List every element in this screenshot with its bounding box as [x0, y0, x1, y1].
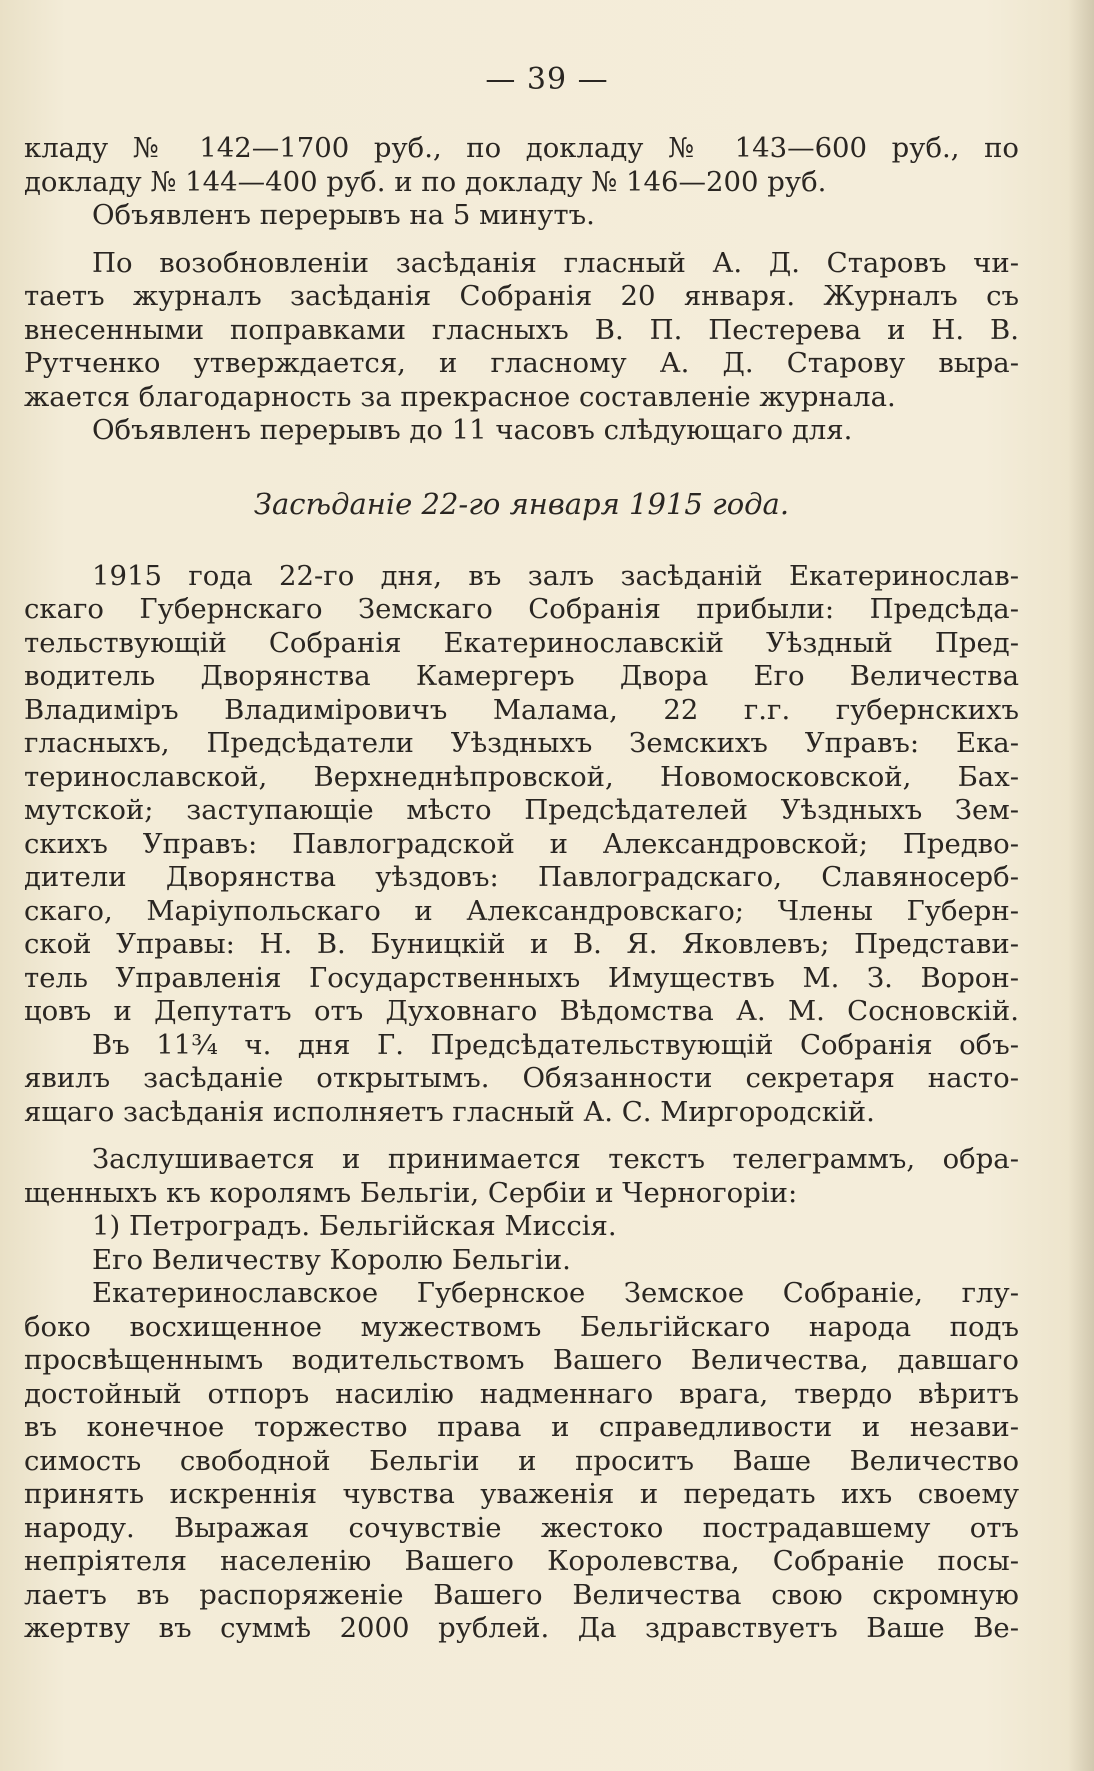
text-line: гласныхъ, Предсѣдатели Уѣздныхъ Земскихъ Управъ: Ека-	[24, 727, 1019, 759]
text-line: скаго Губернскаго Земскаго Собранія прибыли: Предсѣда-	[24, 593, 1019, 625]
session-heading: Засѣданіе 22-го января 1915 года.	[253, 486, 790, 521]
text-line: цовъ и Депутатъ отъ Духовнаго Вѣдомства А. М. Сосновскій.	[24, 995, 1019, 1027]
text-line: Объявленъ перерывъ до 11 часовъ слѣдующаго для.	[92, 414, 853, 446]
text-line: симость свободной Бельгіи и проситъ Ваше Величество	[24, 1444, 1019, 1477]
text-line: Объявленъ перерывъ на 5 минутъ.	[92, 199, 595, 231]
text-line: докладу № 144—400 руб. и по докладу № 146—200 руб.	[24, 165, 827, 198]
text-line: Заслушивается и принимается текстъ телеграммъ, обра-	[92, 1143, 1019, 1175]
text-line: По возобновленіи засѣданія гласный А. Д. Старовъ чи-	[92, 246, 1019, 279]
text-line: теринославской, Верхнеднѣпровской, Новомосковской, Бах-	[24, 760, 1019, 793]
text-line: таетъ журналъ засѣданія Собранія 20 января. Журналъ съ	[24, 280, 1019, 312]
text-line: непріятеля населенію Вашего Королевства, Собраніе посы-	[24, 1545, 1019, 1577]
text-line: боко восхищенное мужествомъ Бельгійскаго народа подъ	[24, 1310, 1019, 1343]
page-number: — 39 —	[485, 62, 609, 97]
paragraph	[24, 132, 1019, 233]
text-line: 1) Петроградъ. Бельгійская Миссія.	[92, 1210, 617, 1242]
paragraph	[24, 1143, 1019, 1646]
text-line: тельствующій Собранія Екатеринославскій Уѣздный Пред-	[24, 626, 1019, 659]
text-line: щенныхъ къ королямъ Бельгіи, Сербіи и Черногоріи:	[24, 1176, 798, 1209]
text-line: просвѣщеннымъ водительствомъ Вашего Величества, давшаго	[24, 1344, 1019, 1376]
text-line: ской Управы: Н. В. Буницкій и В. Я. Яковлевъ; Представи-	[24, 928, 1019, 960]
paragraph	[24, 560, 1019, 1130]
paragraph-gap	[24, 524, 1019, 560]
text-line: ящаго засѣданія исполняетъ гласный А. С. Миргородскій.	[24, 1095, 875, 1128]
text-line: кладу № 142—1700 руб., по докладу № 143—600 руб., по	[24, 132, 1019, 164]
text-line: тель Управленія Государственныхъ Имуществъ М. З. Ворон-	[24, 961, 1019, 994]
paragraph-gap	[24, 233, 1019, 247]
paragraph-gap	[24, 1129, 1019, 1143]
text-line: въ конечное торжество права и справедливости и незави-	[24, 1411, 1019, 1443]
page-binding-shadow	[1068, 0, 1094, 1771]
text-line: народу. Выражая сочувствіе жестоко пострадавшему отъ	[24, 1511, 1019, 1544]
text-line: явилъ засѣданіе открытымъ. Обязанности секретаря насто-	[24, 1062, 1019, 1094]
paragraph-gap	[24, 448, 1019, 484]
text-line: жается благодарность за прекрасное составленіе журнала.	[24, 380, 896, 413]
text-line: принять искреннія чувства уваженія и передать ихъ своему	[24, 1478, 1019, 1510]
text-line: Екатеринославское Губернское Земское Собраніе, глу-	[92, 1277, 1019, 1309]
paragraph	[24, 247, 1019, 448]
document-body	[24, 132, 1019, 1646]
text-line: скихъ Управъ: Павлоградской и Александровской; Предво-	[24, 827, 1019, 860]
text-line: жертву въ суммѣ 2000 рублей. Да здравствуетъ Ваше Ве-	[24, 1612, 1019, 1644]
text-line: Его Величеству Королю Бельгіи.	[92, 1243, 571, 1276]
text-line: скаго, Маріупольскаго и Александровскаго; Члены Губерн-	[24, 894, 1019, 927]
text-line: внесенными поправками гласныхъ В. П. Пестерева и Н. В.	[24, 313, 1019, 346]
text-line: достойный отпоръ насилію надменнаго врага, твердо вѣритъ	[24, 1377, 1019, 1410]
text-line: мутской; заступающіе мѣсто Предсѣдателей Уѣздныхъ Зем-	[24, 794, 1019, 826]
text-line: лаетъ въ распоряженіе Вашего Величества свою скромную	[24, 1578, 1019, 1611]
text-line: Владиміръ Владиміровичъ Малама, 22 г.г. губернскихъ	[24, 693, 1019, 726]
text-line: Въ 11¾ ч. дня Г. Предсѣдательствующій Собранія объ-	[92, 1028, 1019, 1061]
text-line: 1915 года 22-го дня, въ залъ засѣданій Екатеринослав-	[92, 559, 1019, 592]
text-line: дители Дворянства уѣздовъ: Павлоградскаго, Славяносерб-	[24, 861, 1019, 893]
text-line: водитель Дворянства Камергеръ Двора Его Величества	[24, 660, 1019, 692]
text-line: Рутченко утверждается, и гласному А. Д. Старову выра-	[24, 347, 1019, 379]
